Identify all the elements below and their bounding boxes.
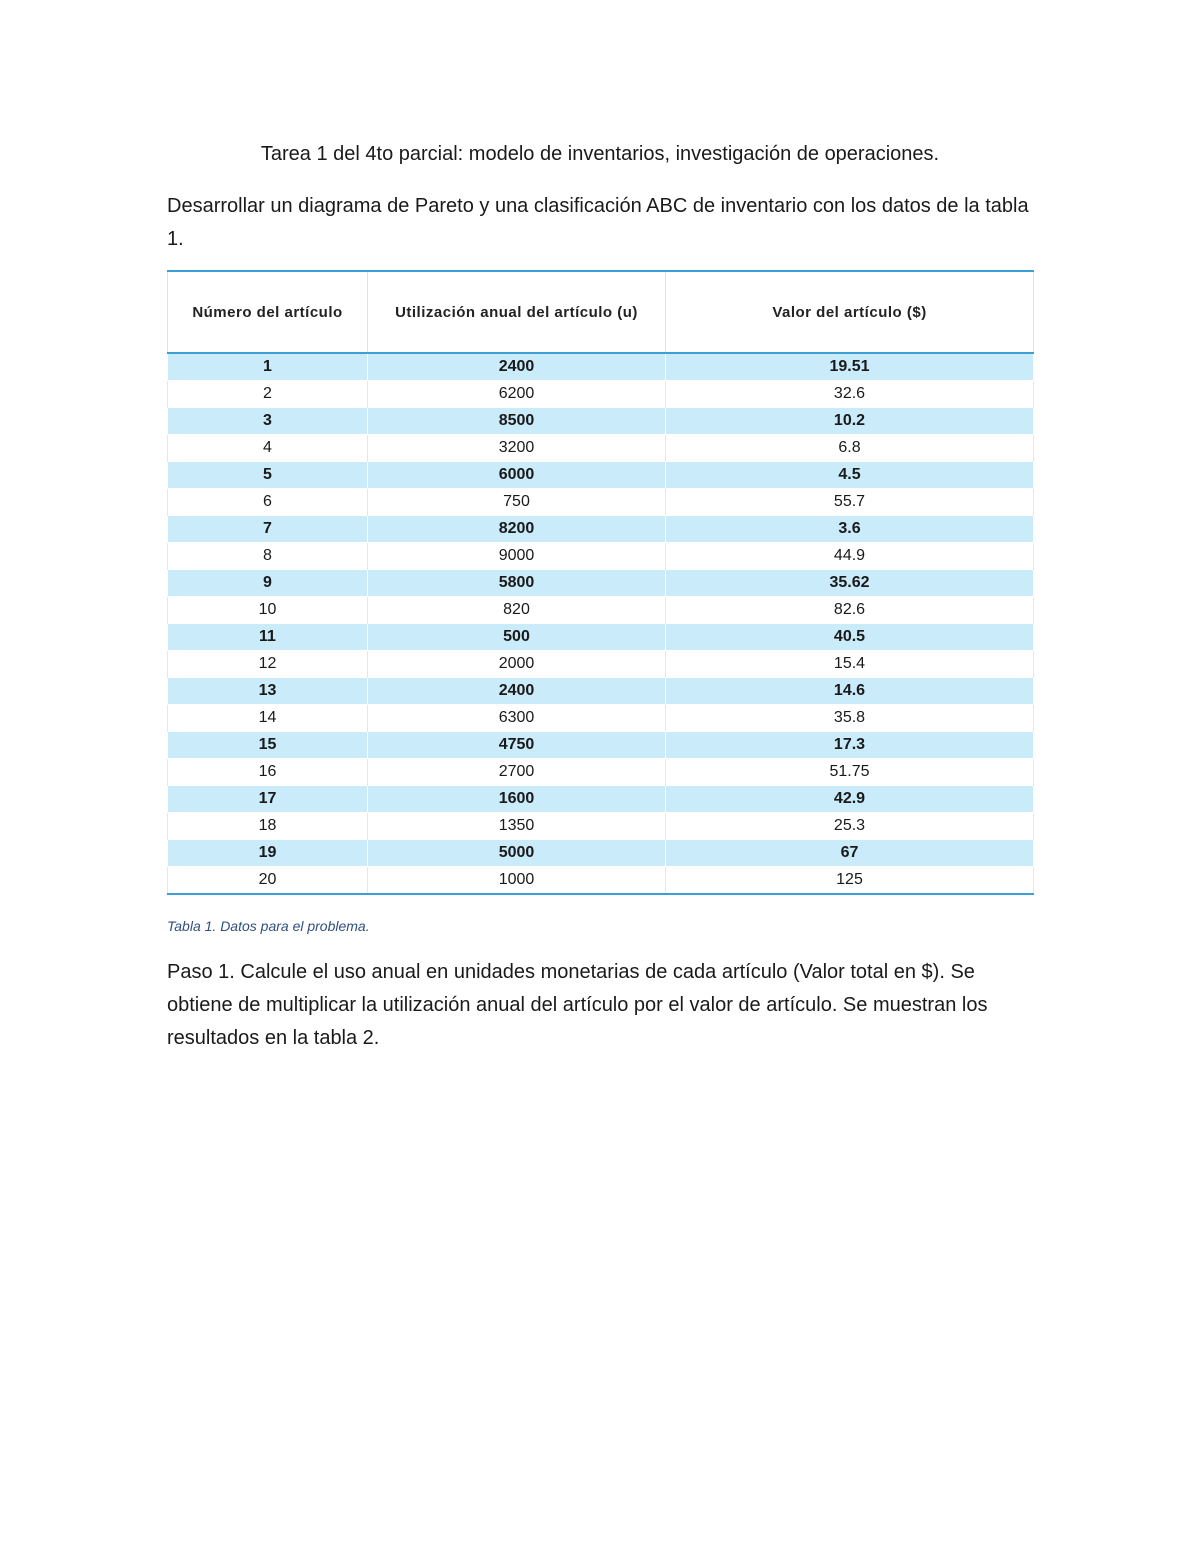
table-row xyxy=(168,759,1034,786)
cell-annual-usage: 500 xyxy=(368,624,666,651)
cell-item-number: 4 xyxy=(168,435,368,462)
cell-item-value: 35.62 xyxy=(666,570,1034,597)
cell-item-number: 7 xyxy=(168,516,368,543)
cell-item-number: 3 xyxy=(168,408,368,435)
cell-item-number: 1 xyxy=(168,353,368,381)
cell-item-number: 14 xyxy=(168,705,368,732)
cell-item-value: 55.7 xyxy=(666,489,1034,516)
table-row xyxy=(168,678,1034,705)
cell-annual-usage: 4750 xyxy=(368,732,666,759)
table-row xyxy=(168,651,1034,678)
cell-item-value: 4.5 xyxy=(666,462,1034,489)
header-item-value: Valor del artículo ($) xyxy=(666,271,1034,353)
cell-annual-usage: 2400 xyxy=(368,678,666,705)
cell-item-number: 12 xyxy=(168,651,368,678)
cell-item-number: 16 xyxy=(168,759,368,786)
header-item-number: Número del artículo xyxy=(168,271,368,353)
table-row xyxy=(168,840,1034,867)
cell-item-number: 20 xyxy=(168,867,368,895)
cell-item-value: 15.4 xyxy=(666,651,1034,678)
cell-annual-usage: 9000 xyxy=(368,543,666,570)
document-title: Tarea 1 del 4to parcial: modelo de inventarios, investigación de operaciones. xyxy=(260,143,940,165)
cell-item-number: 8 xyxy=(168,543,368,570)
cell-annual-usage: 6000 xyxy=(368,462,666,489)
inventory-data-table xyxy=(167,270,1034,895)
cell-item-value: 40.5 xyxy=(666,624,1034,651)
table-row xyxy=(168,489,1034,516)
cell-item-value: 10.2 xyxy=(666,408,1034,435)
cell-annual-usage: 2700 xyxy=(368,759,666,786)
cell-item-number: 10 xyxy=(168,597,368,624)
header-annual-usage: Utilización anual del artículo (u) xyxy=(368,271,666,353)
cell-annual-usage: 2400 xyxy=(368,353,666,381)
cell-annual-usage: 2000 xyxy=(368,651,666,678)
cell-item-number: 6 xyxy=(168,489,368,516)
intro-paragraph: Desarrollar un diagrama de Pareto y una clasificación ABC de inventario con los datos de la tabla 1. xyxy=(167,195,1029,250)
table-row xyxy=(168,435,1034,462)
table-row xyxy=(168,597,1034,624)
table-row xyxy=(168,813,1034,840)
cell-annual-usage: 1600 xyxy=(368,786,666,813)
cell-item-value: 14.6 xyxy=(666,678,1034,705)
cell-annual-usage: 750 xyxy=(368,489,666,516)
table-row xyxy=(168,381,1034,408)
cell-item-number: 5 xyxy=(168,462,368,489)
cell-annual-usage: 1000 xyxy=(368,867,666,895)
cell-item-number: 13 xyxy=(168,678,368,705)
cell-item-value: 25.3 xyxy=(666,813,1034,840)
cell-item-value: 42.9 xyxy=(666,786,1034,813)
table-row xyxy=(168,353,1034,381)
cell-item-value: 67 xyxy=(666,840,1034,867)
table-header-row xyxy=(168,271,1034,353)
cell-item-number: 17 xyxy=(168,786,368,813)
cell-annual-usage: 8200 xyxy=(368,516,666,543)
table-row xyxy=(168,786,1034,813)
cell-annual-usage: 3200 xyxy=(368,435,666,462)
table-body xyxy=(168,353,1034,894)
cell-item-value: 35.8 xyxy=(666,705,1034,732)
table-row xyxy=(168,705,1034,732)
cell-item-value: 17.3 xyxy=(666,732,1034,759)
cell-annual-usage: 6200 xyxy=(368,381,666,408)
cell-item-number: 15 xyxy=(168,732,368,759)
table-row xyxy=(168,516,1034,543)
cell-item-number: 19 xyxy=(168,840,368,867)
table-row xyxy=(168,570,1034,597)
cell-annual-usage: 1350 xyxy=(368,813,666,840)
table-row xyxy=(168,867,1034,895)
cell-item-value: 51.75 xyxy=(666,759,1034,786)
cell-item-number: 11 xyxy=(168,624,368,651)
table-row xyxy=(168,462,1034,489)
table-row xyxy=(168,408,1034,435)
table-row xyxy=(168,624,1034,651)
cell-annual-usage: 6300 xyxy=(368,705,666,732)
cell-item-value: 6.8 xyxy=(666,435,1034,462)
cell-item-number: 18 xyxy=(168,813,368,840)
cell-annual-usage: 5800 xyxy=(368,570,666,597)
cell-item-value: 3.6 xyxy=(666,516,1034,543)
table-row xyxy=(168,732,1034,759)
cell-annual-usage: 820 xyxy=(368,597,666,624)
cell-item-number: 9 xyxy=(168,570,368,597)
cell-annual-usage: 8500 xyxy=(368,408,666,435)
cell-item-number: 2 xyxy=(168,381,368,408)
table-row xyxy=(168,543,1034,570)
cell-item-value: 44.9 xyxy=(666,543,1034,570)
cell-annual-usage: 5000 xyxy=(368,840,666,867)
table-caption: Tabla 1. Datos para el problema. xyxy=(167,918,370,934)
step-1-paragraph: Paso 1. Calcule el uso anual en unidades monetarias de cada artículo (Valor total en $). Se obtiene de multiplicar la utilización anual del artículo por el valor de artículo. Se muestran los resultados en la tabla 2. xyxy=(167,961,988,1049)
cell-item-value: 125 xyxy=(666,867,1034,895)
cell-item-value: 19.51 xyxy=(666,353,1034,381)
cell-item-value: 82.6 xyxy=(666,597,1034,624)
cell-item-value: 32.6 xyxy=(666,381,1034,408)
